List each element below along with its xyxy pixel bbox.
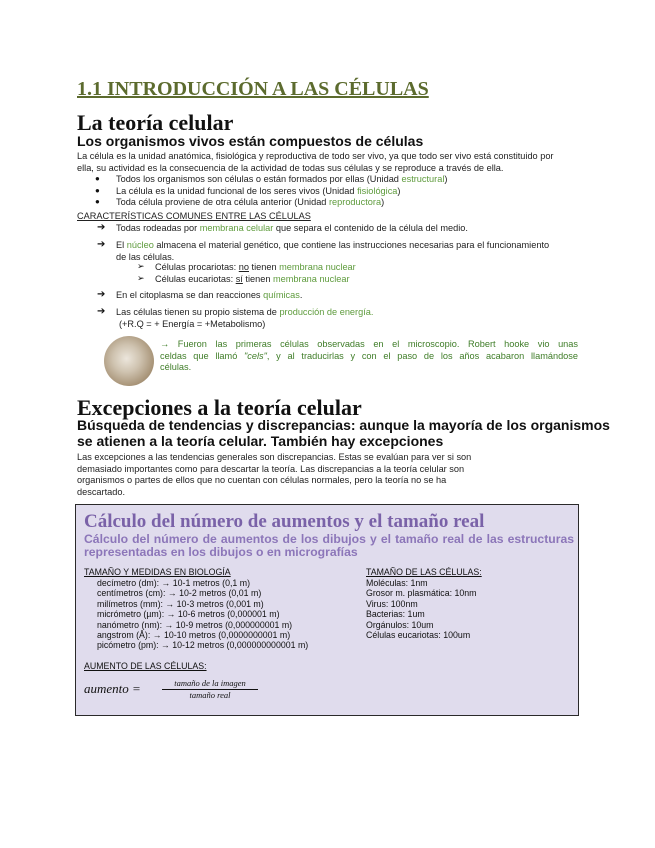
section-subtitle: Los organismos vivos están compuestos de células [77,133,424,149]
arrow-icon: ➔ [97,306,106,317]
aumento-heading: AUMENTO DE LAS CÉLULAS: [84,661,207,671]
list-item: nanómetro (nm): → 10-9 metros (0,000000001 m) [97,619,293,630]
cork-cells-micrograph [104,336,154,386]
arrowhead-icon: ➢ [137,261,145,271]
list-item: Virus: 100nm [366,598,418,609]
list-item: milímetros (mm): → 10-3 metros (0,001 m) [97,598,264,609]
hooke-note: → Fueron las primeras células observadas en el microscopio. Robert hooke vio unas celdas que llamó "cels", y al traducirlas y con el paso de los años acabaron llamándose células. [160,339,578,372]
list-item: picómetro (pm): → 10-12 metros (0,000000000001 m) [97,640,309,651]
bullet-icon: ● [95,174,100,183]
arrow-icon: ➔ [97,289,106,300]
chapter-title: 1.1 INTRODUCCIÓN A LAS CÉLULAS [77,78,429,100]
list-item: decímetro (dm): → 10-1 metros (0,1 m) [97,578,251,588]
section-subtitle-excepciones: Búsqueda de tendencias y discrepancias: aunque la mayoría de los organismos se atienen a la teoría celular. También hay excepciones [77,417,610,449]
sizes-list [366,578,477,640]
list-item: Orgánulos: 10um [366,619,434,630]
bullet-icon: ● [95,185,100,195]
box-title: Cálculo del número de aumentos y el tamaño real [84,511,485,532]
characteristic-energy: Las células tienen su propio sistema de producción de energía. (+R.Q = + Energía = +Metabolismo) [116,307,374,329]
list-item: Bacterias: 1um [366,609,425,620]
exceptions-paragraph: Las excepciones a las tendencias generales son discrepancias. Estas se evalúan para ver si son demasiado importantes como para descartar la teoría. Las discrepancias a la teoría celular son organismos o partes de ellos que no cuentan con células normales, pero la teoría no se ha descartado. [77,452,472,497]
prokaryote-item: Células procariotas: no tienen membrana nuclear [155,262,356,272]
characteristic-nucleus: El núcleo almacena el material genético, que contiene las instrucciones necesarias para el funcionamiento de las células. [116,240,550,262]
box-subtitle: Cálculo del número de aumentos de los dibujos y el tamaño real de las estructuras representadas en los dibujos o en micrografías [84,532,574,559]
list-item: ● Todos los organismos son células o están formados por ellas (Unidad estructural) [95,174,448,184]
list-item: angstrom (Å): → 10-10 metros (0,0000000001 m) [97,630,291,641]
section-title-excepciones: Excepciones a la teoría celular [77,395,362,420]
list-item: Células eucariotas: 100um [366,630,471,641]
bullet-icon: ● [95,197,100,206]
principles-list [0,174,655,209]
characteristic-cytoplasm: En el citoplasma se dan reacciones químicas. [116,290,303,300]
section-title-teoria-celular: La teoría celular [77,110,234,135]
intro-paragraph: La célula es la unidad anatómica, fisiológica y reproductiva de todo ser vivo, ya que todo ser vivo está constituido por ella, su actividad es la consecuencia de la actividad de todas sus células y se reproduce a través de ella. [77,151,554,173]
units-list [97,578,308,651]
arrow-icon: ➔ [97,222,106,233]
units-heading: TAMAÑO Y MEDIDAS EN BIOLOGÍA [84,567,231,577]
list-item: Grosor m. plasmática: 10nm [366,588,477,599]
sizes-heading: TAMAÑO DE LAS CÉLULAS: [366,567,482,577]
list-item: micrómetro (µm): → 10-6 metros (0,000001 m) [97,609,280,620]
list-item: ● Toda célula proviene de otra célula anterior (Unidad reproductora) [95,197,385,207]
list-item: Moléculas: 1nm [366,578,428,588]
list-item: centímetros (cm): → 10-2 metros (0,01 m) [97,588,262,599]
eukaryote-item: Células eucariotas: sí tienen membrana nuclear [155,274,350,284]
arrowhead-icon: ➢ [137,273,145,283]
list-item: ● La célula es la unidad funcional de los seres vivos (Unidad fisiológica) [95,185,401,196]
characteristics-heading: CARACTERÍSTICAS COMUNES ENTRE LAS CÉLULAS [77,211,311,221]
arrow-icon: ➔ [97,239,106,250]
characteristic-membrane: Todas rodeadas por membrana celular que separa el contenido de la célula del medio. [116,223,468,233]
